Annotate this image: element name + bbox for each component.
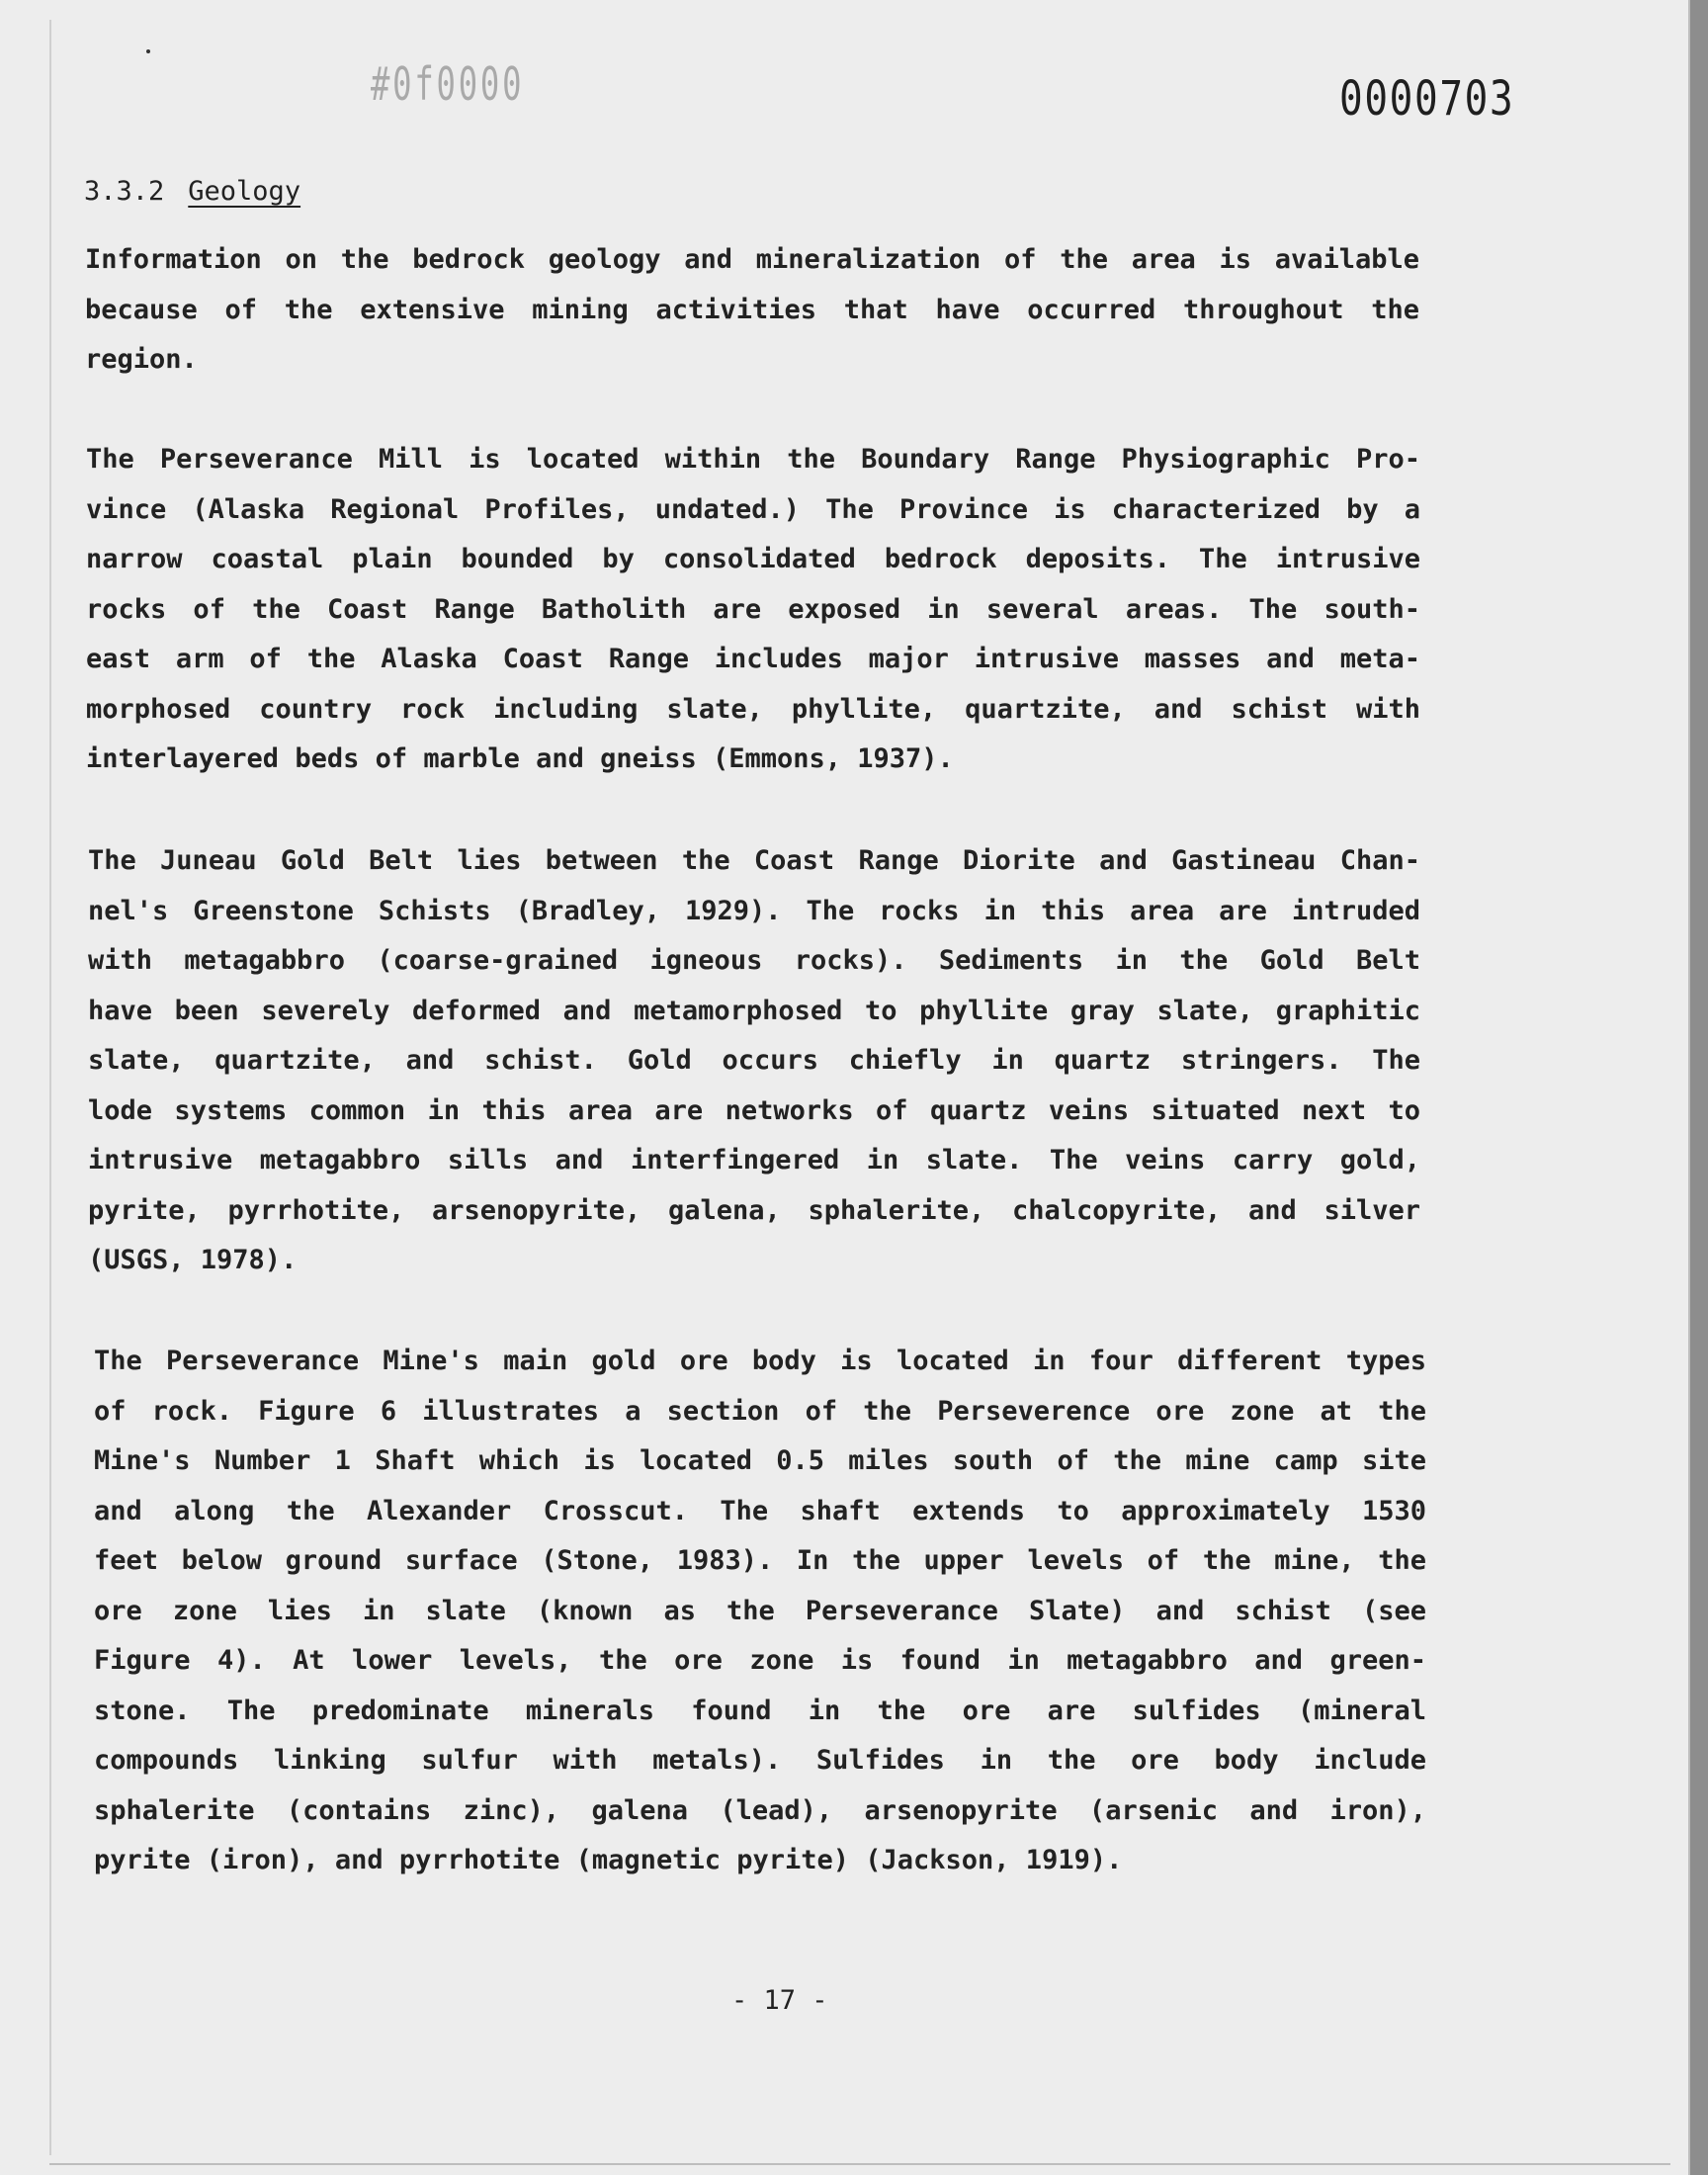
text-line: with metagabbro (coarse-grained igneous rocks). Sediments in the Gold Belt bbox=[88, 945, 1420, 976]
text-line: Mine's Number 1 Shaft which is located 0.5 miles south of the mine camp site bbox=[94, 1445, 1426, 1476]
document-stamp-number: 0000703 bbox=[1339, 71, 1515, 127]
text-line: pyrite (iron), and pyrrhotite (magnetic pyrite) (Jackson, 1919). bbox=[94, 1845, 1123, 1875]
text-line: narrow coastal plain bounded by consolidated bedrock deposits. The intrusive bbox=[86, 544, 1420, 574]
text-line: lode systems common in this area are networks of quartz veins situated next to bbox=[88, 1094, 1420, 1126]
section-heading bbox=[84, 176, 300, 207]
text-line: feet below ground surface (Stone, 1983). In the upper levels of the mine, the bbox=[94, 1545, 1426, 1576]
text-line: region. bbox=[85, 344, 198, 375]
paragraph-intro bbox=[85, 235, 1419, 386]
text-line: and along the Alexander Crosscut. The shaft extends to approximately 1530 bbox=[94, 1495, 1426, 1526]
paragraph-perseverance-mill bbox=[86, 435, 1420, 785]
text-line: east arm of the Alaska Coast Range includes major intrusive masses and meta- bbox=[86, 644, 1420, 674]
text-line: rocks of the Coast Range Batholith are exposed in several areas. The south- bbox=[86, 593, 1420, 625]
text-line: stone. The predominate minerals found in the ore are sulfides (mineral bbox=[94, 1695, 1426, 1726]
text-line: of rock. Figure 6 illustrates a section of the Perseverence ore zone at the bbox=[94, 1395, 1426, 1427]
text-line: Figure 4). At lower levels, the ore zone is found in metagabbro and green- bbox=[94, 1645, 1426, 1676]
text-line: ore zone lies in slate (known as the Perseverance Slate) and schist (see bbox=[94, 1595, 1426, 1626]
text-line: vince (Alaska Regional Profiles, undated.) The Province is characterized by a bbox=[86, 493, 1420, 525]
text-line: nel's Greenstone Schists (Bradley, 1929). The rocks in this area are intruded bbox=[88, 895, 1420, 926]
page-left-edge bbox=[49, 20, 51, 2155]
paragraph-juneau-gold-belt bbox=[88, 836, 1420, 1286]
text-line: morphosed country rock including slate, phyllite, quartzite, and schist with bbox=[86, 693, 1420, 725]
text-line: because of the extensive mining activities that have occurred throughout the bbox=[85, 294, 1419, 325]
scan-speck bbox=[146, 49, 150, 53]
page-bottom-edge bbox=[49, 2163, 1670, 2165]
text-line: (USGS, 1978). bbox=[88, 1245, 298, 1275]
faint-stamp-number: #0f0000 bbox=[371, 57, 525, 111]
section-number: 3.3.2 bbox=[84, 176, 165, 207]
text-line: interlayered beds of marble and gneiss (Emmons, 1937). bbox=[86, 743, 954, 774]
text-line: slate, quartzite, and schist. Gold occurs chiefly in quartz stringers. The bbox=[88, 1045, 1420, 1076]
paragraph-perseverance-mine bbox=[94, 1337, 1426, 1886]
text-line: The Juneau Gold Belt lies between the Coast Range Diorite and Gastineau Chan- bbox=[88, 845, 1420, 876]
section-title: Geology bbox=[188, 176, 301, 207]
page-number: - 17 - bbox=[731, 1985, 828, 2016]
text-line: have been severely deformed and metamorphosed to phyllite gray slate, graphitic bbox=[88, 995, 1420, 1026]
text-line: compounds linking sulfur with metals). Sulfides in the ore body include bbox=[94, 1745, 1426, 1776]
text-line: intrusive metagabbro sills and interfingered in slate. The veins carry gold, bbox=[88, 1145, 1420, 1175]
text-line: The Perseverance Mine's main gold ore body is located in four different types bbox=[94, 1346, 1426, 1376]
text-line: The Perseverance Mill is located within the Boundary Range Physiographic Pro- bbox=[86, 444, 1420, 475]
text-line: pyrite, pyrrhotite, arsenopyrite, galena, sphalerite, chalcopyrite, and silver bbox=[88, 1194, 1420, 1226]
text-line: Information on the bedrock geology and mineralization of the area is available bbox=[85, 244, 1419, 275]
text-line: sphalerite (contains zinc), galena (lead), arsenopyrite (arsenic and iron), bbox=[94, 1794, 1426, 1826]
